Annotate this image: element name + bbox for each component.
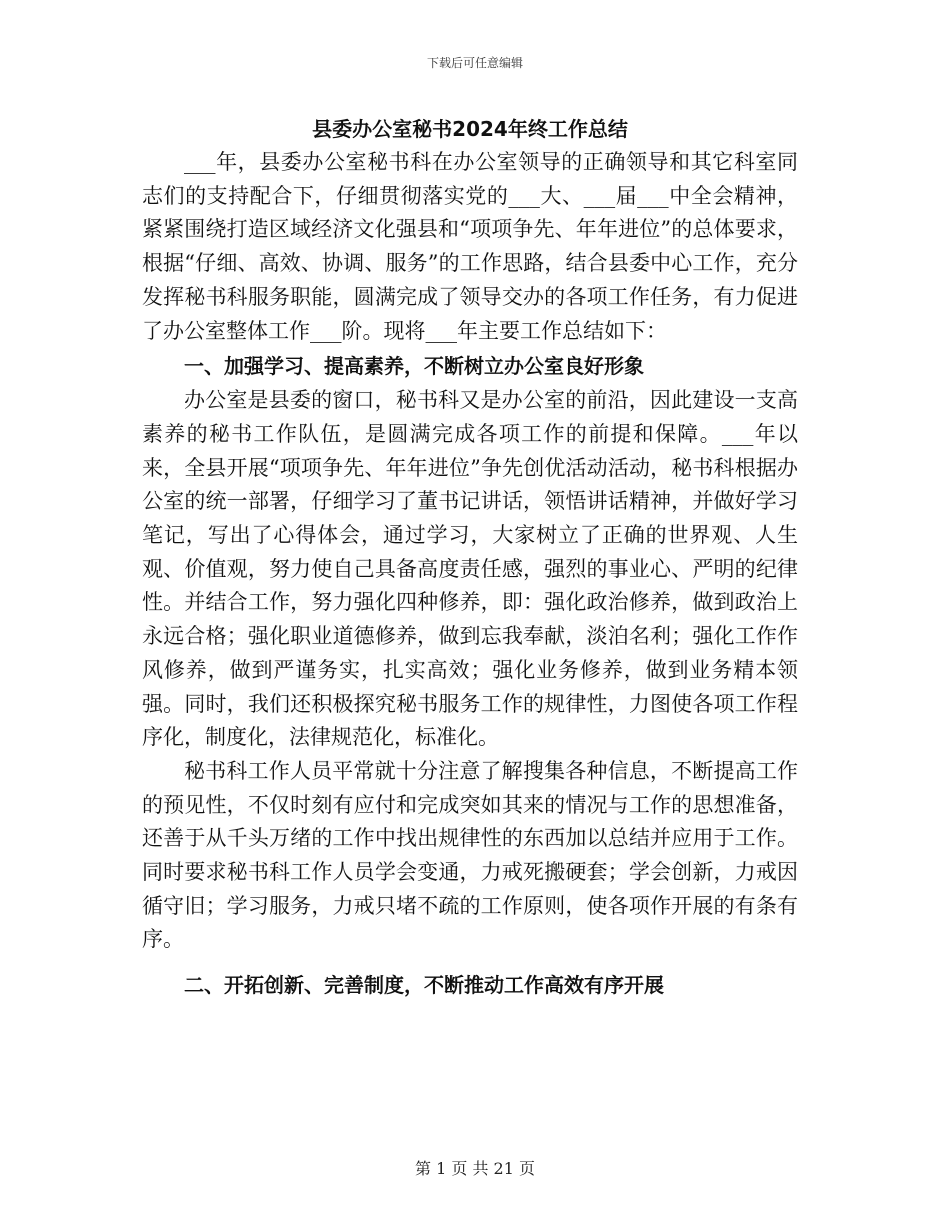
page-number: 第 1 页 共 21 页 xyxy=(415,1159,535,1178)
document-title: 县委办公室秘书2024年终工作总结 xyxy=(312,117,628,141)
paragraph-intro: ___年，县委办公室秘书科在办公室领导的正确领导和其它科室同志们的支持配合下，仔细贯彻落实党的___大、___届___中全会精神，紧紧围绕打造区域经济文化强县和“项项争先、年年进位”的总体要求，根据“仔细、高效、协调、服务”的工作思路，结合县委中心工作，充分发挥秘书科服务职能，圆满完成了领导交办的各项工作任务，有力促进了办公室整体工作___阶。现将___年主要工作总结如下： xyxy=(142,150,798,343)
header-note: 下载后可任意编辑 xyxy=(426,56,523,70)
document-body xyxy=(142,112,798,1003)
paragraph-study: 办公室是县委的窗口，秘书科又是办公室的前沿，因此建设一支高素养的秘书工作队伍，是圆满完成各项工作的前提和保障。___年以来，全县开展“项项争先、年年进位”争先创优活动活动，秘书科根据办公室的统一部署，仔细学习了董书记讲话，领悟讲话精神，并做好学习笔记，写出了心得体会，通过学习，大家树立了正确的世界观、人生观、价值观，努力使自己具备高度责任感，强烈的事业心、严明的纪律性。并结合工作，努力强化四种修养，即：强化政治修养，做到政治上永远合格；强化职业道德修养，做到忘我奉献，淡泊名利；强化工作作风修养，做到严谨务实，扎实高效；强化业务修养，做到业务精本领强。同时，我们还积极探究秘书服务工作的规律性，力图使各项工作程序化，制度化，法律规范化，标准化。 xyxy=(142,388,798,750)
section-heading-1: 一、加强学习、提高素养，不断树立办公室良好形象 xyxy=(184,354,644,379)
section-heading-2: 二、开拓创新、完善制度，不断推动工作高效有序开展 xyxy=(184,973,664,998)
paragraph-information: 秘书科工作人员平常就十分注意了解搜集各种信息，不断提高工作的预见性，不仅时刻有应付和完成突如其来的情况与工作的思想准备，还善于从千头万绪的工作中找出规律性的东西加以总结并应用于工作。同时要求秘书科工作人员学会变通，力戒死搬硬套；学会创新，力戒因循守旧；学习服务，力戒只堵不疏的工作原则，使各项作开展的有条有序。 xyxy=(142,758,798,952)
